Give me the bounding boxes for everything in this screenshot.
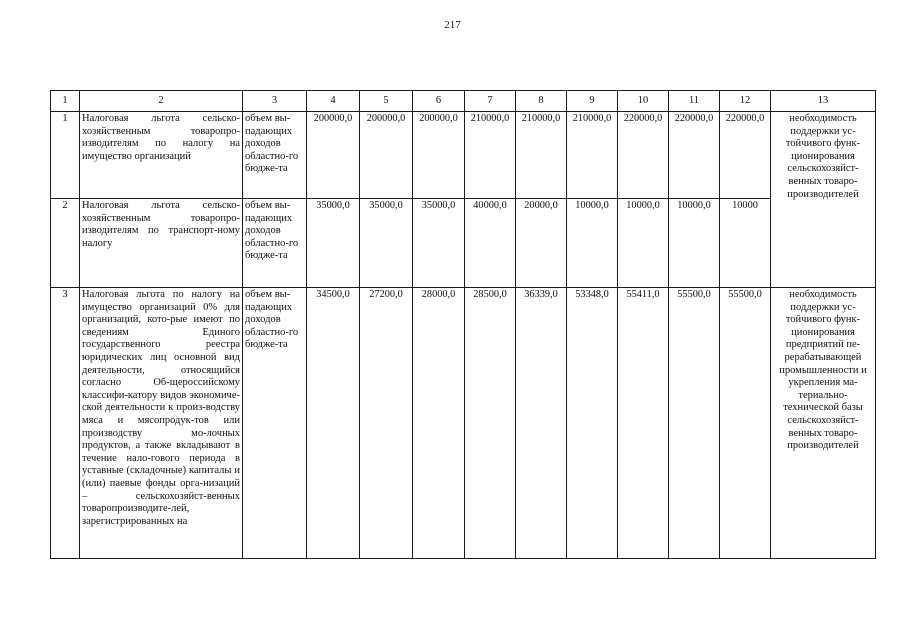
justification-note: необходимость поддержки ус-тойчивого функ-ционирования предприятий пе-рерабатывающей промышленности и укрепления ма-териально-технической базы сельскохозяйст-венных товаро-производителей xyxy=(771,288,876,559)
value-cell: 10000,0 xyxy=(669,199,720,288)
justification-note: необходимость поддержки ус-тойчивого функ-ционирования сельскохозяйст-венных товаро-производителей xyxy=(771,112,876,288)
benefit-description: Налоговая льгота сельско-хозяйственным товаропро-изводителям по транспорт-ному налогу xyxy=(80,199,243,288)
value-cell: 220000,0 xyxy=(720,112,771,199)
value-cell: 55411,0 xyxy=(618,288,669,559)
benefit-description: Налоговая льгота по налогу на имущество организаций 0% для организаций, кото-рые имеют по сведениям Единого государственного реестра юридических лиц основной вид деятельности, относящийся согласно Об-щероссийскому классифи-катору видов экономиче-ской деятельности к произ-водству мяса и мясопродук-тов или производству мо-лочных продуктов, а также вкладывают в течение нало-гового периода в уставные (складочные) капиталы и (или) паевые фонды орга-низаций – сельскохозяйст-венных товаропроизводите-лей, зарегистрированных на xyxy=(80,288,243,559)
value-cell: 35000,0 xyxy=(413,199,465,288)
column-header: 10 xyxy=(618,91,669,112)
table-header-row xyxy=(51,91,876,112)
value-cell: 200000,0 xyxy=(360,112,413,199)
value-cell: 55500,0 xyxy=(669,288,720,559)
value-cell: 34500,0 xyxy=(307,288,360,559)
value-cell: 53348,0 xyxy=(567,288,618,559)
value-cell: 210000,0 xyxy=(567,112,618,199)
column-header: 4 xyxy=(307,91,360,112)
column-header: 1 xyxy=(51,91,80,112)
value-cell: 10000 xyxy=(720,199,771,288)
table-row xyxy=(51,288,876,559)
value-cell: 36339,0 xyxy=(516,288,567,559)
value-cell: 10000,0 xyxy=(618,199,669,288)
value-cell: 220000,0 xyxy=(618,112,669,199)
column-header: 9 xyxy=(567,91,618,112)
value-cell: 200000,0 xyxy=(413,112,465,199)
tax-benefits-table xyxy=(50,90,876,559)
value-cell: 35000,0 xyxy=(360,199,413,288)
row-number: 3 xyxy=(51,288,80,559)
value-cell: 28500,0 xyxy=(465,288,516,559)
value-cell: 40000,0 xyxy=(465,199,516,288)
value-cell: 200000,0 xyxy=(307,112,360,199)
column-header: 8 xyxy=(516,91,567,112)
indicator-unit: объем вы-падающих доходов областно-го бюдже-та xyxy=(243,199,307,288)
value-cell: 55500,0 xyxy=(720,288,771,559)
column-header: 11 xyxy=(669,91,720,112)
value-cell: 27200,0 xyxy=(360,288,413,559)
value-cell: 210000,0 xyxy=(465,112,516,199)
column-header: 12 xyxy=(720,91,771,112)
column-header: 6 xyxy=(413,91,465,112)
value-cell: 220000,0 xyxy=(669,112,720,199)
value-cell: 10000,0 xyxy=(567,199,618,288)
column-header: 3 xyxy=(243,91,307,112)
column-header: 5 xyxy=(360,91,413,112)
row-number: 2 xyxy=(51,199,80,288)
value-cell: 35000,0 xyxy=(307,199,360,288)
table-row xyxy=(51,112,876,199)
row-number: 1 xyxy=(51,112,80,199)
value-cell: 210000,0 xyxy=(516,112,567,199)
indicator-unit: объем вы-падающих доходов областно-го бюдже-та xyxy=(243,288,307,559)
page-number: 217 xyxy=(444,19,461,31)
value-cell: 20000,0 xyxy=(516,199,567,288)
column-header: 2 xyxy=(80,91,243,112)
value-cell: 28000,0 xyxy=(413,288,465,559)
table-row xyxy=(51,199,876,288)
column-header: 7 xyxy=(465,91,516,112)
benefit-description: Налоговая льгота сельско-хозяйственным товаропро-изводителям по налогу на имущество организаций xyxy=(80,112,243,199)
indicator-unit: объем вы-падающих доходов областно-го бюдже-та xyxy=(243,112,307,199)
column-header: 13 xyxy=(771,91,876,112)
